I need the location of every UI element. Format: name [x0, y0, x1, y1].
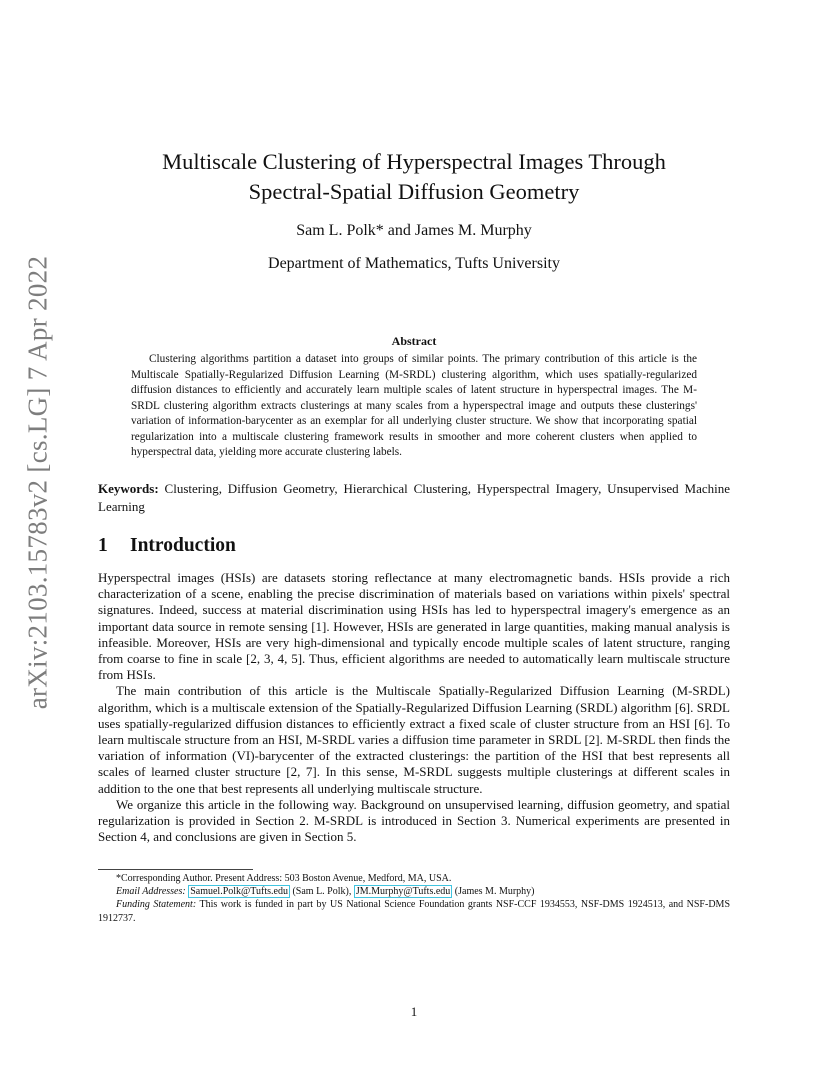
footnote-corresponding-author: *Corresponding Author. Present Address: 503 Boston Avenue, Medford, MA, USA.: [116, 873, 452, 884]
abstract-text: Clustering algorithms partition a dataset into groups of similar points. The primary contribution of this article is the Multiscale Spatially-Regularized Diffusion Learning (M-SRDL) clustering algorithm, which uses spatially-regularized diffusion distances to efficiently and accurately learn multiple scales of latent structure in hyperspectral images. The M-SRDL clustering algorithm extracts clusterings at many scales from a hyperspectral image and outputs these clusterings' variation of information-barycenter as an exemplar for all underlying cluster structure. We show that incorporating spatial regularization into a multiscale clustering framework results in smoother and more coherent clusters when applied to hyperspectral data, yielding more accurate clustering labels.: [131, 353, 697, 458]
footnote-emails: [98, 885, 730, 898]
paragraph-2: The main contribution of this article is the Multiscale Spatially-Regularized Diffusion Learning (M-SRDL) algorithm, which is a multiscale extension of the Spatially-Regularized Diffusion Learning (SRDL) algorithm [6]. SRDL uses spatially-regularized diffusion distances to efficiently extract a fixed scale of cluster structure from an HSI [6]. To learn multiscale structure from an HSI, M-SRDL varies a diffusion time parameter in SRDL [2]. M-SRDL then finds the variation of information (VI)-barycenter of the extracted clusterings: the partition of the HSI that best represents all scales of learned cluster structure [2, 7]. In this sense, M-SRDL suggests multiple clusterings at different scales in addition to the one that best represents all underlying multiscale structure.: [98, 683, 730, 796]
footnotes: [98, 872, 730, 925]
email-label: Email Addresses:: [116, 886, 186, 898]
email-link-polk[interactable]: Samuel.Polk@Tufts.edu: [190, 886, 288, 898]
keywords-label: Keywords:: [98, 481, 159, 496]
section-heading: [98, 535, 236, 557]
affiliation: Department of Mathematics, Tufts University: [268, 255, 560, 272]
funding-label: Funding Statement:: [116, 899, 197, 911]
arxiv-identifier-stamp: [18, 255, 58, 709]
section-title: Introduction: [130, 535, 236, 556]
keywords: [98, 480, 730, 516]
keywords-text: Clustering, Diffusion Geometry, Hierarchical Clustering, Hyperspectral Imagery, Unsupervised Machine Learning: [98, 481, 730, 514]
email-owner-polk: (Sam L. Polk),: [292, 886, 352, 898]
arxiv-identifier: arXiv:2103.15783v2 [cs.LG] 7 Apr 2022: [22, 255, 53, 709]
introduction-body: [98, 570, 730, 845]
paragraph-3: We organize this article in the following way. Background on unsupervised learning, diffusion geometry, and spatial regularization is provided in Section 2. M-SRDL is introduced in Section 3. Numerical experiments are presented in Section 4, and conclusions are given in Section 5.: [98, 796, 730, 845]
email-owner-murphy: (James M. Murphy): [454, 886, 535, 898]
section-number: 1: [98, 535, 108, 556]
funding-text: This work is funded in part by US National Science Foundation grants NSF-CCF 1934553, NSF-DMS 1924513, and NSF-DMS 1912737.: [98, 899, 730, 924]
page-number: 1: [410, 1004, 418, 1019]
paragraph-1: Hyperspectral images (HSIs) are datasets storing reflectance at many electromagnetic bands. HSIs provide a rich characterization of a scene, enabling the precise discrimination of materials based on variations within pixels' spectral signatures. Indeed, success at material discrimination using HSIs has led to hyperspectral imagery's emergence as an important data source in remote sensing [1]. However, HSIs are generated in large quantities, making manual analysis is infeasible. Moreover, HSIs are very high-dimensional and typically encode multiple scales of latent structure, ranging from coarse to fine in scale [2, 3, 4, 5]. Thus, efficient algorithms are needed to automatically learn multiscale structure from HSIs.: [98, 570, 730, 683]
abstract-heading: Abstract: [391, 334, 437, 348]
author-list: Sam L. Polk* and James M. Murphy: [296, 222, 532, 239]
footnote-funding: [98, 898, 730, 924]
footnote-rule: [98, 869, 253, 870]
title-line-2: Spectral-Spatial Diffusion Geometry: [248, 179, 580, 204]
paper-title: [98, 147, 730, 207]
title-line-1: Multiscale Clustering of Hyperspectral Images Through: [162, 149, 666, 174]
email-link-murphy[interactable]: JM.Murphy@Tufts.edu: [355, 886, 451, 898]
